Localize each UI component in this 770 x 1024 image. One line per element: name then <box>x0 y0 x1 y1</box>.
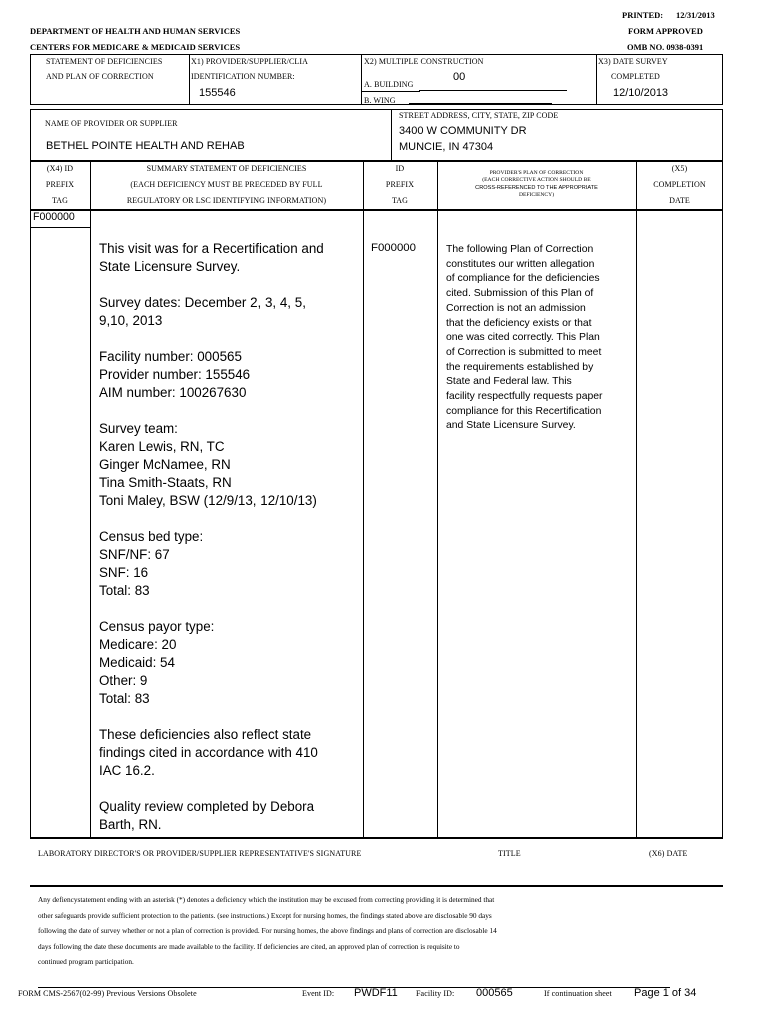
summary-line: Total: 83 <box>99 691 150 706</box>
summary-line: Facility number: 000565 <box>99 349 242 364</box>
summary-line: Survey dates: December 2, 3, 4, 5, <box>99 295 306 310</box>
provider-name: BETHEL POINTE HEALTH AND REHAB <box>46 140 245 152</box>
summary-line: findings cited in accordance with 410 <box>99 745 318 760</box>
summary-line: SNF: 16 <box>99 565 149 580</box>
summary-line: SNF/NF: 67 <box>99 547 170 562</box>
summary-line: Provider number: 155546 <box>99 367 251 382</box>
summary-line: Ginger McNamee, RN <box>99 457 231 472</box>
poc-label-4: DEFICIENCY) <box>518 192 555 199</box>
x1-label-2: IDENTIFICATION NUMBER: <box>191 72 295 81</box>
x2-label: X2) MULTIPLE CONSTRUCTION <box>364 57 484 66</box>
facility-id-label: Facility ID: <box>416 989 455 998</box>
poc-line: of Correction is submitted to meet <box>446 346 602 358</box>
x4-label-1: (X4) ID <box>46 164 74 173</box>
right-tag: F000000 <box>371 242 416 254</box>
summary-line: Karen Lewis, RN, TC <box>99 439 225 454</box>
poc-label-2: (EACH CORRECTIVE ACTION SHOULD BE <box>482 177 591 184</box>
summary-line: Medicare: 20 <box>99 637 177 652</box>
summary-line: Medicaid: 54 <box>99 655 175 670</box>
summary-line: This visit was for a Recertification and <box>99 241 324 256</box>
event-id-label: Event ID: <box>302 989 335 998</box>
x4-label-2: PREFIX <box>45 180 75 189</box>
poc-header <box>437 170 636 200</box>
survey-date-value: 12/10/2013 <box>613 87 669 99</box>
id-label-3: TAG <box>391 196 409 205</box>
department-name: DEPARTMENT OF HEALTH AND HUMAN SERVICES <box>30 26 241 36</box>
summary-paragraph <box>99 348 361 402</box>
form-approved: FORM APPROVED <box>628 26 703 36</box>
summary-line: State Licensure Survey. <box>99 259 241 274</box>
poc-line: facility respectfully requests paper <box>446 391 603 403</box>
printed-date: 12/31/2013 <box>676 10 715 20</box>
facility-id-value: 000565 <box>476 987 513 999</box>
x5-label-2: COMPLETION <box>653 180 706 189</box>
statement-label-1: STATEMENT OF DEFICIENCIES <box>46 57 163 66</box>
x5-label-1: (X5) <box>671 164 688 173</box>
continuation-label: If continuation sheet <box>544 989 612 998</box>
summary-line: Tina Smith-Staats, RN <box>99 475 232 490</box>
address-line-2: MUNCIE, IN 47304 <box>399 141 494 153</box>
construction-value: 00 <box>453 71 466 83</box>
notice-line: following the date of survey whether or not a plan of correction is provided. For nursing homes, the above findings and plans of correction are disclosable 14 <box>38 926 497 935</box>
provider-name-label: NAME OF PROVIDER OR SUPPLIER <box>45 119 178 128</box>
notice-line: days following the date these documents are made available to the facility. If deficiencies are cited, an approved plan of correction is requisite to <box>38 941 460 951</box>
x1-label-1: X1) PROVIDER/SUPPLIER/CLIA <box>191 57 309 66</box>
summary-line: Census bed type: <box>99 529 204 544</box>
poc-line: one was cited correctly. This Plan <box>446 332 600 344</box>
left-tag: F000000 <box>33 211 75 223</box>
poc-label-3: CROSS-REFERENCED TO THE APPROPRIATE <box>475 184 598 191</box>
omb-number: OMB NO. 0938-0391 <box>627 42 704 52</box>
poc-line: Correction is not an admission <box>446 302 586 314</box>
poc-line: and State Licensure Survey. <box>446 420 576 432</box>
statement-label-2: AND PLAN OF CORRECTION <box>46 72 154 81</box>
poc-label-1: PROVIDER'S PLAN OF CORRECTION <box>489 170 584 176</box>
disclosure-notice <box>38 892 718 970</box>
summary-line: Total: 83 <box>99 583 150 598</box>
form-number: FORM CMS-2567(02-99) Previous Versions Obsolete <box>18 989 197 998</box>
summary-line: Other: 9 <box>99 673 148 688</box>
address-line-1: 3400 W COMMUNITY DR <box>399 125 527 137</box>
page-number: Page 1 of 34 <box>634 987 697 999</box>
address-label: STREET ADDRESS, CITY, STATE, ZIP CODE <box>399 111 559 120</box>
centers-name: CENTERS FOR MEDICARE & MEDICAID SERVICES <box>30 42 241 52</box>
printed-label: PRINTED: <box>622 10 664 20</box>
x5-label-3: DATE <box>669 196 690 205</box>
plan-of-correction-text <box>446 243 634 434</box>
event-id-value: PWDF11 <box>354 987 398 999</box>
wing-label: B. WING <box>364 96 396 105</box>
summary-paragraph <box>99 528 361 600</box>
summary-line: These deficiencies also reflect state <box>99 727 312 742</box>
id-label-2: PREFIX <box>385 180 415 189</box>
summary-label-2: (EACH DEFICIENCY MUST BE PRECEDED BY FULL <box>130 180 323 189</box>
summary-line: Toni Maley, BSW (12/9/13, 12/10/13) <box>99 493 317 508</box>
provider-id-value: 155546 <box>199 87 236 99</box>
poc-line: the requirements established by <box>446 361 594 373</box>
x6-date-label: (X6) DATE <box>649 849 688 858</box>
poc-line: that the deficiency exists or that <box>446 317 592 329</box>
notice-line: continued program participation. <box>38 957 134 966</box>
x3-label-2: COMPLETED <box>611 72 660 81</box>
notice-line: other safeguards provide sufficient protection to the patients. (see instructions.) Except for nursing homes, the findings stated above are disclosable 90 days <box>38 910 492 920</box>
poc-line: State and Federal law. This <box>446 376 572 388</box>
poc-line: compliance for this Recertification <box>446 405 602 417</box>
summary-line: Quality review completed by Debora <box>99 799 315 814</box>
summary-paragraph <box>99 294 361 330</box>
x4-label-3: TAG <box>51 196 69 205</box>
summary-paragraph <box>99 420 361 510</box>
summary-label-3: REGULATORY OR LSC IDENTIFYING INFORMATION) <box>126 196 327 205</box>
poc-line: cited. Submission of this Plan of <box>446 288 594 300</box>
summary-line: Census payor type: <box>99 619 215 634</box>
poc-line: of compliance for the deficiencies <box>446 273 600 285</box>
summary-paragraph <box>99 618 361 708</box>
building-label: A. BUILDING <box>364 80 414 89</box>
summary-statement <box>99 240 361 852</box>
summary-label-1: SUMMARY STATEMENT OF DEFICIENCIES <box>146 164 307 173</box>
id-label-1: ID <box>395 164 405 173</box>
summary-line: Survey team: <box>99 421 178 436</box>
signature-label: LABORATORY DIRECTOR'S OR PROVIDER/SUPPLIER REPRESENTATIVE'S SIGNATURE <box>38 849 362 858</box>
summary-paragraph <box>99 798 361 834</box>
poc-line: The following Plan of Correction <box>446 244 594 255</box>
summary-line: IAC 16.2. <box>99 763 155 778</box>
x3-label-1: X3) DATE SURVEY <box>598 57 668 66</box>
summary-line: Barth, RN. <box>99 817 162 832</box>
poc-line: constitutes our written allegation <box>446 258 595 270</box>
title-label: TITLE <box>498 849 521 858</box>
summary-line: 9,10, 2013 <box>99 313 163 328</box>
summary-line: AIM number: 100267630 <box>99 385 247 400</box>
summary-paragraph <box>99 240 361 276</box>
summary-paragraph <box>99 726 361 780</box>
provider-box <box>30 109 723 161</box>
notice-line: Any defiencystatement ending with an asterisk (*) denotes a deficiency which the institution may be excused from correcting providing it is determined that <box>38 895 495 904</box>
